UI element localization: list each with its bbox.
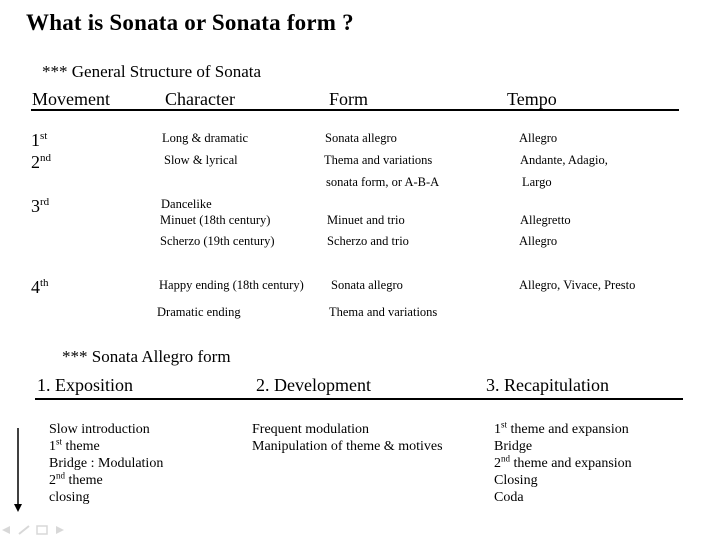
form-cell: Sonata allegro xyxy=(331,278,403,292)
recapitulation-item: Bridge xyxy=(494,439,533,454)
character-cell: Scherzo (19th century) xyxy=(160,234,275,248)
recapitulation-item: 1st theme and expansion xyxy=(494,419,629,437)
character-cell: Slow & lyrical xyxy=(164,153,238,167)
exposition-item: 1st theme xyxy=(49,436,100,454)
recapitulation-item: Closing xyxy=(494,473,538,488)
movement-3: 3rd xyxy=(31,196,50,216)
tempo-cell: Largo xyxy=(522,175,552,189)
stage-development: 2. Development xyxy=(256,375,371,395)
movement-2: 2nd xyxy=(31,152,51,172)
form-cell: sonata form, or A-B-A xyxy=(326,175,440,189)
character-cell: Dancelike xyxy=(161,197,212,211)
table-header-rule xyxy=(31,109,679,111)
stage-recapitulation: 3. Recapitulation xyxy=(486,375,609,395)
stage-exposition: 1. Exposition xyxy=(37,375,134,395)
development-item: Manipulation of theme & motives xyxy=(252,439,443,454)
exposition-item: closing xyxy=(49,490,90,505)
recapitulation-item: Coda xyxy=(494,490,524,505)
tempo-cell: Allegro xyxy=(519,131,558,145)
header-character: Character xyxy=(165,89,235,109)
tempo-cell: Andante, Adagio, xyxy=(520,153,608,167)
character-cell: Dramatic ending xyxy=(157,305,241,319)
character-cell: Minuet (18th century) xyxy=(160,213,271,227)
exposition-item: 2nd theme xyxy=(49,470,103,488)
general-structure-heading: *** General Structure of Sonata xyxy=(42,62,262,81)
movement-4: 4th xyxy=(31,277,49,297)
form-cell: Minuet and trio xyxy=(327,213,405,227)
next-slide-icon[interactable] xyxy=(54,522,66,532)
form-cell: Thema and variations xyxy=(329,305,438,319)
header-tempo: Tempo xyxy=(507,89,557,109)
recapitulation-item: 2nd theme and expansion xyxy=(494,453,632,471)
movement-1: 1st xyxy=(31,130,48,150)
form-cell: Thema and variations xyxy=(324,153,433,167)
tempo-cell: Allegro xyxy=(519,234,558,248)
page-title: What is Sonata or Sonata form ? xyxy=(26,10,354,35)
tempo-cell: Allegro, Vivace, Presto xyxy=(519,278,636,292)
sonata-allegro-heading: *** Sonata Allegro form xyxy=(62,347,231,366)
prev-slide-icon[interactable] xyxy=(0,522,12,532)
character-cell: Long & dramatic xyxy=(162,131,249,145)
header-movement: Movement xyxy=(32,89,110,109)
form-cell: Scherzo and trio xyxy=(327,234,409,248)
character-cell: Happy ending (18th century) xyxy=(159,278,304,292)
tempo-cell: Allegretto xyxy=(520,213,571,227)
exposition-item: Bridge : Modulation xyxy=(49,456,164,471)
header-form: Form xyxy=(329,89,369,109)
exposition-item: Slow introduction xyxy=(49,422,150,437)
stages-rule xyxy=(35,398,683,400)
slide-nav-icons[interactable] xyxy=(0,520,66,534)
pen-icon[interactable] xyxy=(18,522,30,532)
form-cell: Sonata allegro xyxy=(325,131,397,145)
development-item: Frequent modulation xyxy=(252,422,370,437)
down-arrow-icon xyxy=(8,428,24,512)
menu-icon[interactable] xyxy=(36,522,48,532)
